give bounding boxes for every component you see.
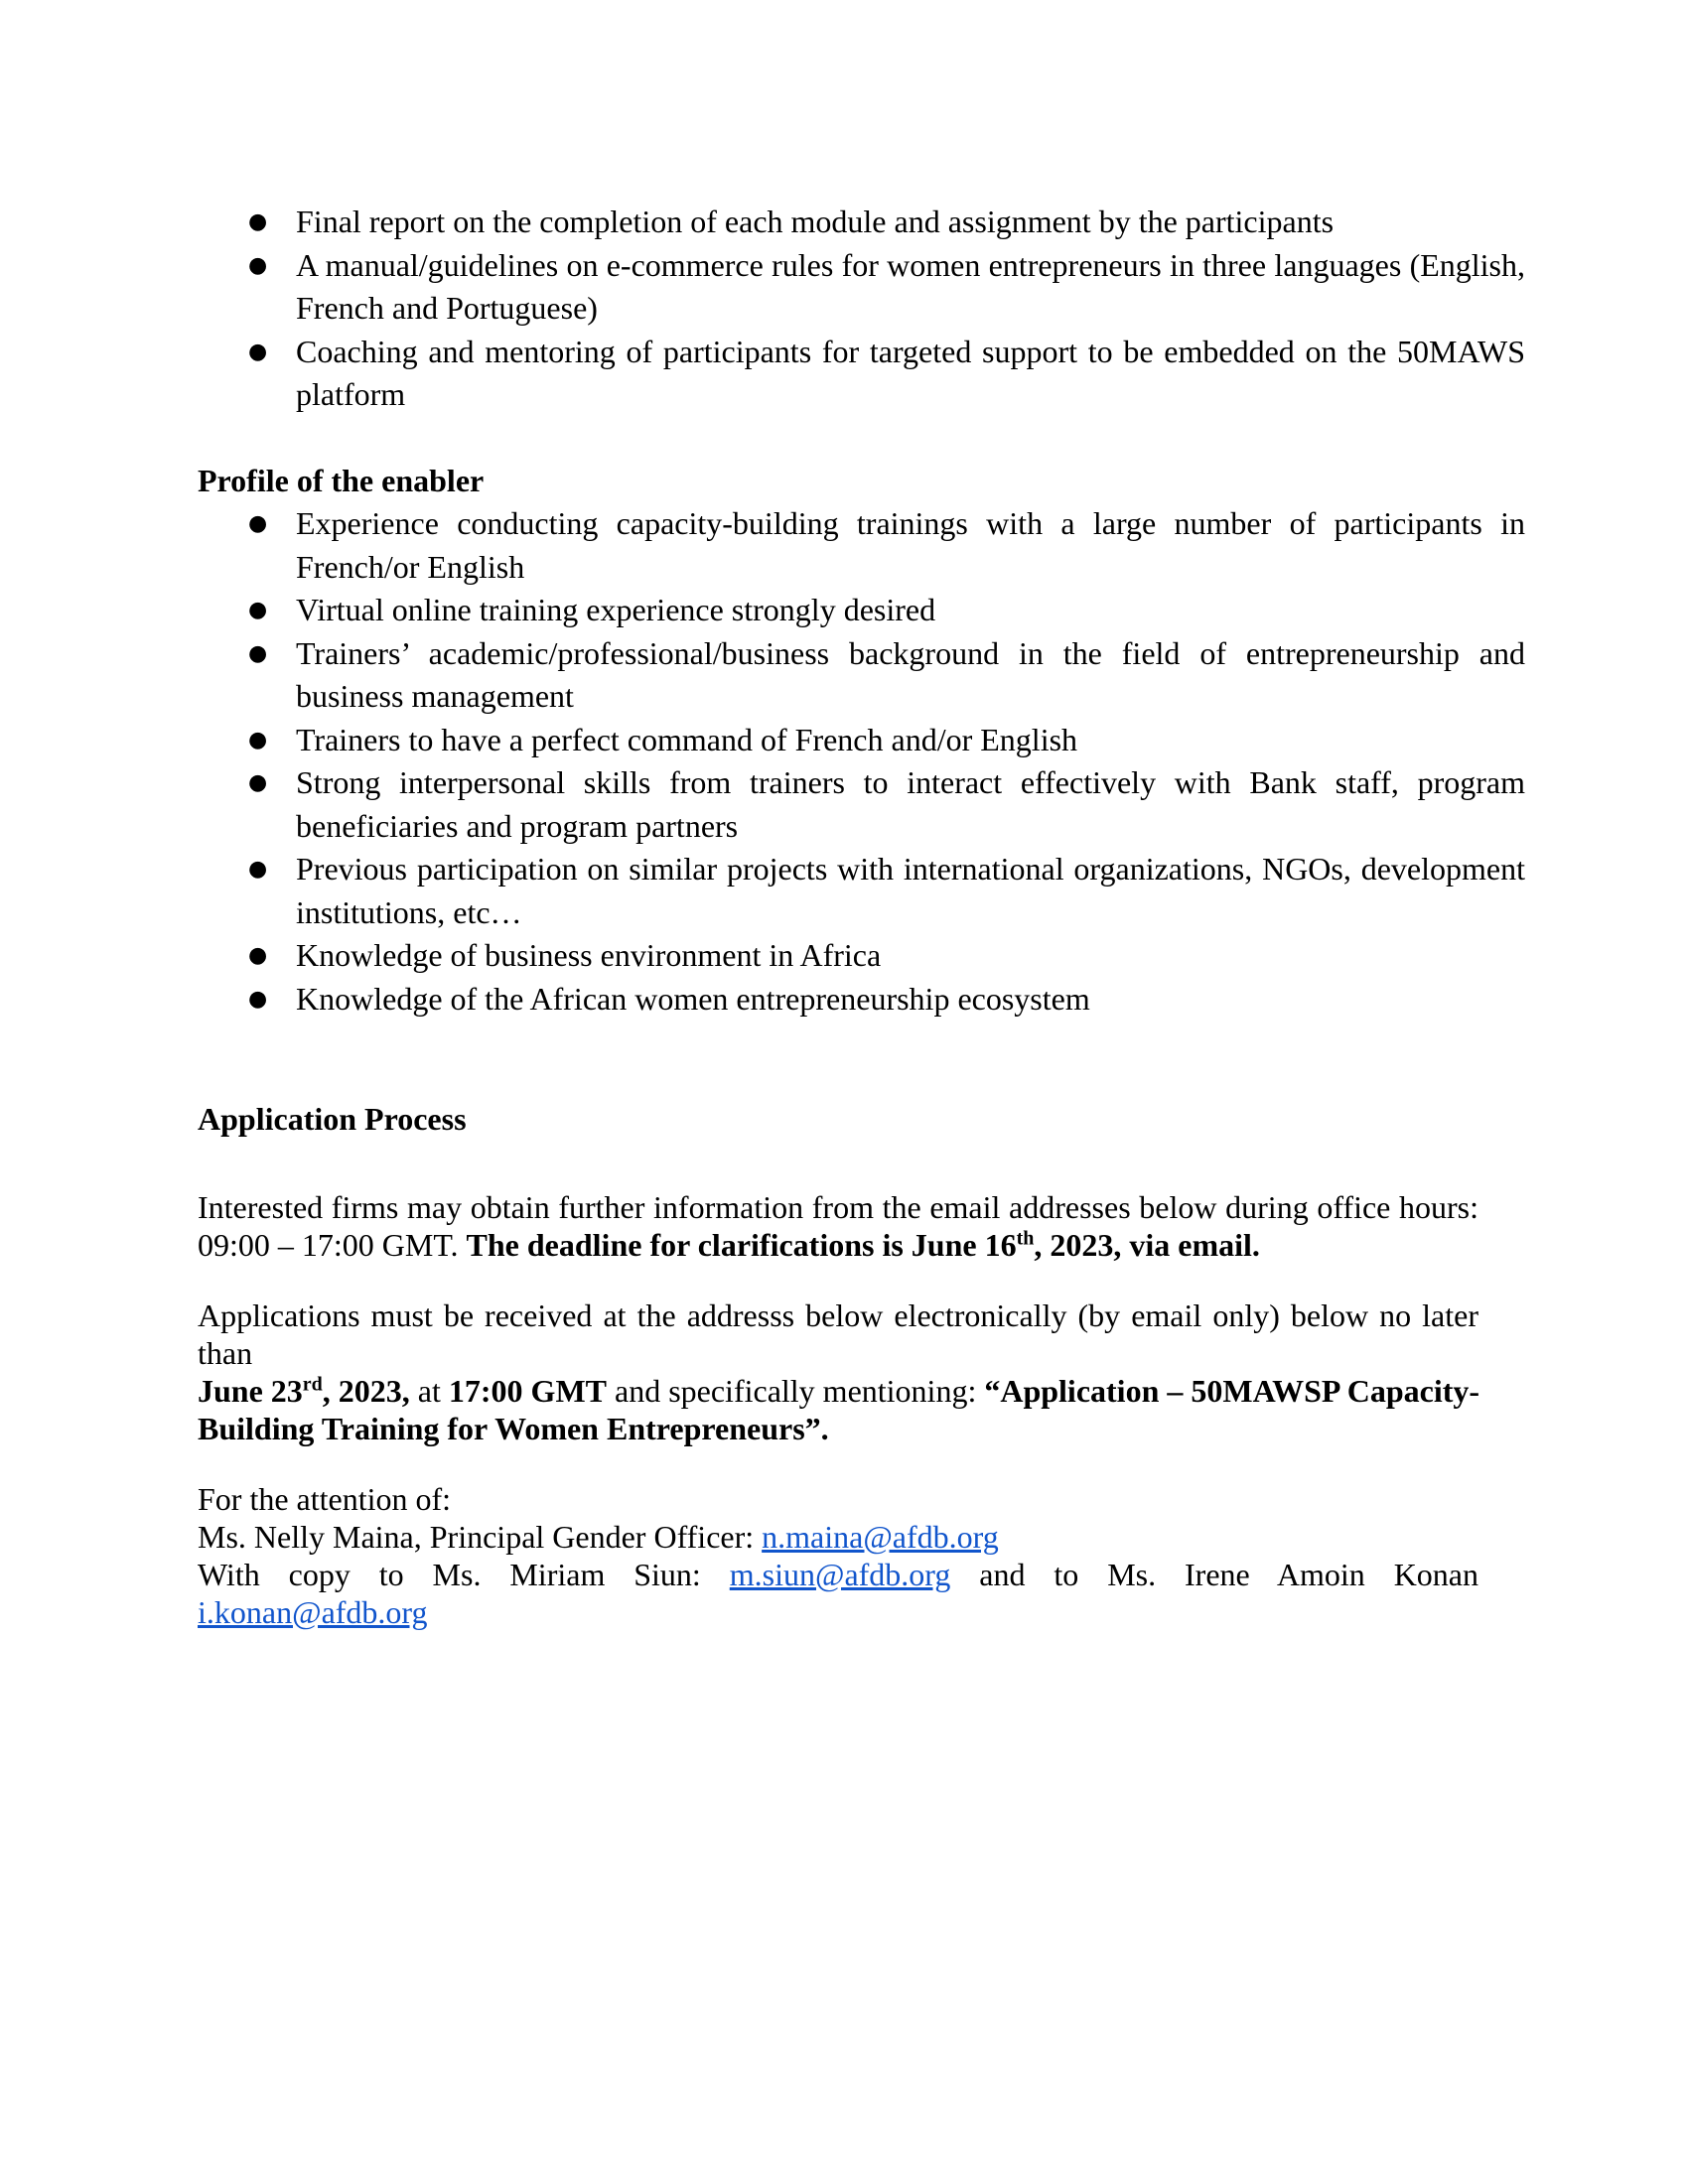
deliverables-list <box>198 201 1525 417</box>
list-item: ● Final report on the completion of each module and assignment by the participants <box>198 201 1525 244</box>
list-item: ● Strong interpersonal skills from trainers to interact effectively with Bank staff, program beneficiaries and program partners <box>198 761 1525 848</box>
bullet-icon: ● <box>248 209 268 234</box>
bullet-icon: ● <box>248 986 268 1012</box>
page-content <box>198 201 1525 1631</box>
bullet-icon: ● <box>248 252 268 278</box>
copy-line: With copy to Ms. Miriam Siun: m.siun@afdb.org and to Ms. Irene Amoin Konan <box>198 1556 1478 1592</box>
email-link-siun[interactable]: m.siun@afdb.org <box>729 1556 951 1592</box>
section-heading-profile: Profile of the enabler <box>198 462 485 498</box>
deadline-text: The deadline for clarifications is June 16th, 2023, via email. <box>466 1226 1260 1263</box>
list-item: ● Trainers’ academic/professional/business background in the field of entrepreneurship and business management <box>198 632 1525 719</box>
list-item: ● Coaching and mentoring of participants for targeted support to be embedded on the 50MAWS platform <box>198 331 1525 417</box>
submission-paragraph: Applications must be received at the addresss below electronically (by email only) below no later than June 23rd, 2023, at 17:00 GMT and specifically mentioning: “Application – 50MAWSP Capacity-Building Training for Women Entrepreneurs”. <box>198 1297 1480 1446</box>
email-link-maina[interactable]: n.maina@afdb.org <box>762 1518 999 1555</box>
bullet-icon: ● <box>248 770 268 795</box>
section-heading-application: Application Process <box>198 1101 467 1137</box>
submission-time: 17:00 GMT <box>448 1372 607 1409</box>
bullet-icon: ● <box>248 857 268 882</box>
email-link-konan[interactable]: i.konan@afdb.org <box>198 1593 428 1630</box>
list-item: ● Trainers to have a perfect command of French and/or English <box>198 719 1525 762</box>
list-item: ● Knowledge of the African women entrepreneurship ecosystem <box>198 978 1525 1022</box>
list-item: ● Experience conducting capacity-building trainings with a large number of participants in French/or English <box>198 502 1525 589</box>
bullet-icon: ● <box>248 727 268 752</box>
bullet-icon: ● <box>248 511 268 536</box>
list-item: ● Knowledge of business environment in Africa <box>198 934 1525 978</box>
bullet-icon: ● <box>248 640 268 666</box>
list-item: ● A manual/guidelines on e-commerce rules for women entrepreneurs in three languages (English, French and Portuguese) <box>198 244 1525 331</box>
submission-date: June 23rd, 2023, <box>198 1372 410 1409</box>
bullet-icon: ● <box>248 943 268 968</box>
list-item: ● Previous participation on similar projects with international organizations, NGOs, development institutions, etc… <box>198 848 1525 934</box>
list-item: ● Virtual online training experience strongly desired <box>198 589 1525 632</box>
attention-block: For the attention of: Ms. Nelly Maina, Principal Gender Officer: n.maina@afdb.org With copy to Ms. Miriam Siun: m.siun@afdb.org and to Ms. Irene Amoin Konan i.konan@afdb.org <box>198 1480 1478 1630</box>
clarifications-paragraph: Interested firms may obtain further information from the email addresses below during office hours: 09:00 – 17:00 GMT. The deadline for clarifications is June 16th, 2023, via email. <box>198 1188 1478 1263</box>
profile-list <box>198 502 1525 1021</box>
bullet-icon: ● <box>248 598 268 622</box>
bullet-icon: ● <box>248 339 268 364</box>
email-subject: “Application – 50MAWSP Capacity-Building Training for Women Entrepreneurs”. <box>198 1372 1480 1446</box>
